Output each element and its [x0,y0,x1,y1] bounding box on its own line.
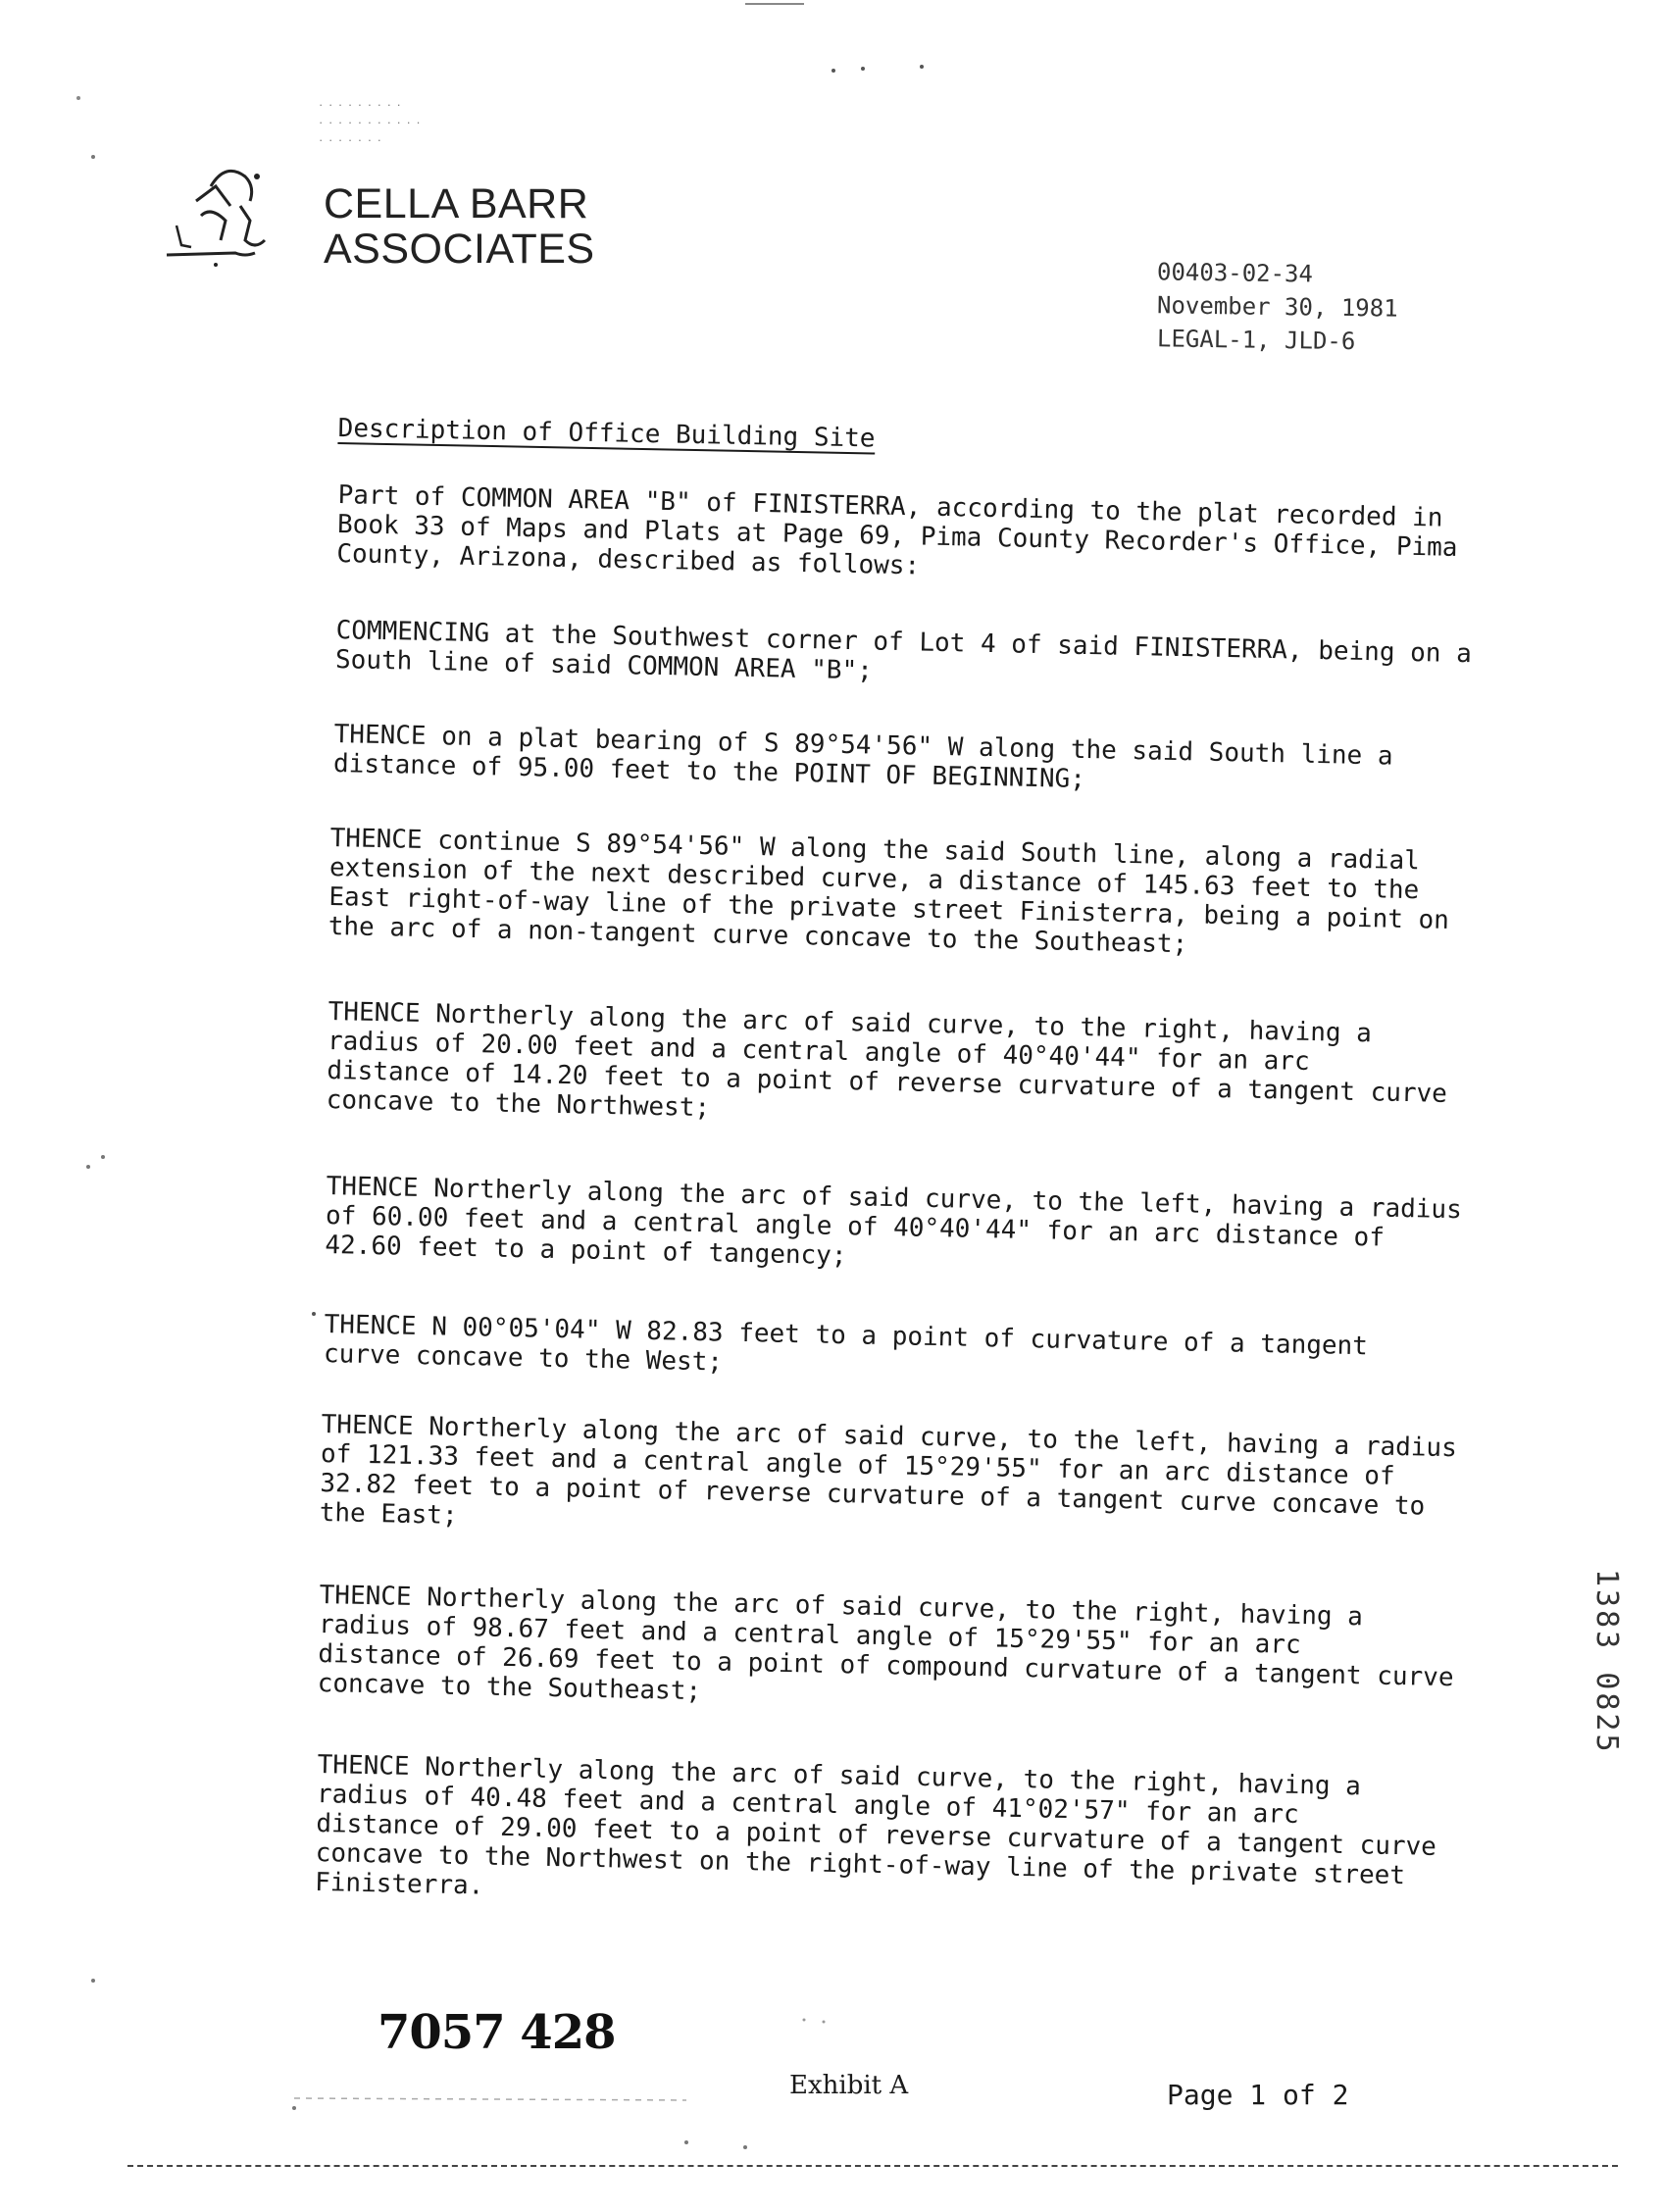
document-title: Description of Office Building Site [337,414,876,454]
paragraph: THENCE Northerly along the arc of said curve, to the right, having a radius of 40.48 feet and a central angle of 41°02'57" for an arc distance of 29.00 feet to a point of reverse curvature of a tangent curve concave to the Northwest on the right-of-way line of the private street Finisterra. [314,1750,1437,1901]
paragraph: THENCE Northerly along the arc of said curve, to the left, having a radius of 60.00 feet and a central angle of 40°40'44" for an arc distance of 42.60 feet to a point of tangency; [325,1172,1463,1272]
footer-divider [127,2165,1618,2167]
paragraph: THENCE on a plat bearing of S 89°54'56" W along the said South line a distance of 95.00 feet to the POINT OF BEGINNING; [332,720,1393,795]
firm-name-line2: ASSOCIATES [324,226,595,273]
side-recording-stamp: 1383 0825 [1589,1569,1624,1755]
document-date: November 30, 1981 [1156,291,1398,323]
letterhead-address-line: · · · · · · · · · [319,97,402,112]
letterhead-address-line: · · · · · · · · · · · [319,115,422,129]
paragraph: Part of COMMON AREA "B" of FINISTERRA, according to the plat recorded in Book 33 of Maps and Plats at Page 69, Pima County Recorder's Office, Pima County, Arizona, described as follows: [336,480,1458,581]
paragraph: THENCE Northerly along the arc of said curve, to the left, having a radius of 121.33 feet and a central angle of 15°29'55" for an arc distance of 32.82 feet to a point of reverse curvature of a tangent curve concave to the East; [319,1410,1458,1531]
recording-number-stamp: 7057 428 [378,2005,616,2060]
exhibit-label: Exhibit A [789,2071,909,2100]
firm-logo-icon [157,147,314,275]
letterhead-address-line: · · · · · · · [319,132,382,147]
reference-block [1157,257,1398,357]
file-code: LEGAL-1, JLD-6 [1156,325,1356,356]
paragraph: THENCE continue S 89°54'56" W along the said South line, along a radial extension of the next described curve, a distance of 145.63 feet to the East right-of-way line of the private street Finisterra, being a point on the arc of a non-tangent curve concave to the Southeast; [328,824,1450,960]
job-number: 00403-02-34 [1156,258,1314,288]
paragraph: COMMENCING at the Southwest corner of Lot 4 of said FINISTERRA, being on a South line of said COMMON AREA "B"; [334,616,1473,686]
paragraph: THENCE N 00°05'04" W 82.83 feet to a point of curvature of a tangent curve concave to the West; [323,1310,1369,1378]
firm-name-line1: CELLA BARR [324,180,589,227]
paragraph: THENCE Northerly along the arc of said curve, to the right, having a radius of 20.00 feet and a central angle of 40°40'44" for an arc distance of 14.20 feet to a point of reverse curvature of a tangent curve concave to the Northwest; [326,997,1448,1124]
page-number: Page 1 of 2 [1167,2079,1349,2111]
paragraph: THENCE Northerly along the arc of said curve, to the right, having a radius of 98.67 feet and a central angle of 15°29'55" for an arc distance of 26.69 feet to a point of compound curvature of a tangent curve concave to the Southeast; [317,1581,1454,1707]
letterhead [147,93,618,279]
